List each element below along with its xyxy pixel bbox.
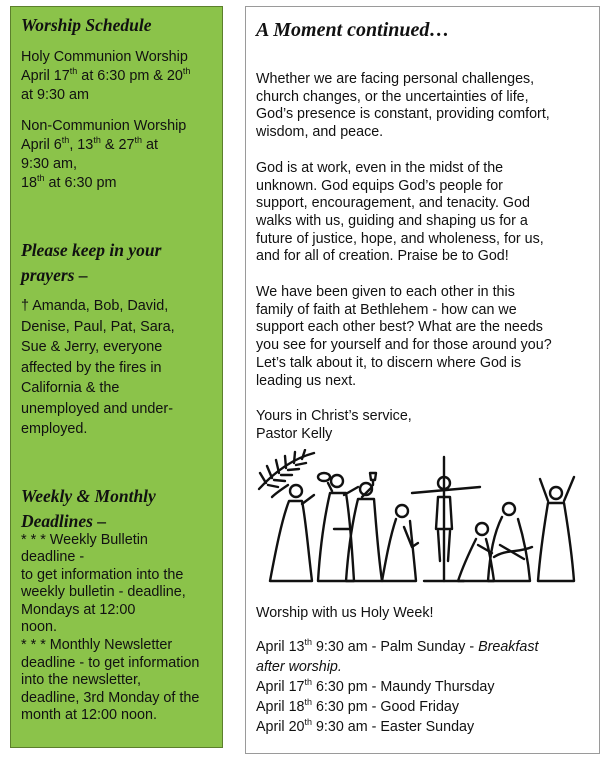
event-palm-sunday: April 13th 9:30 am - Palm Sunday - Breakfast: [256, 636, 539, 655]
deadline-line: Mondays at 12:00: [21, 601, 136, 618]
deadlines-list: [21, 532, 214, 726]
prayer-line: † Amanda, Bob, David,: [21, 298, 169, 314]
communion-time: at 9:30 am: [21, 87, 89, 103]
text-line: and for all of creation. Praise be to God!: [256, 248, 509, 265]
closing-line: Yours in Christ’s service,: [256, 408, 412, 425]
event-palm-sunday-note: after worship.: [256, 658, 342, 675]
prayer-line: employed.: [21, 421, 88, 437]
figure-pieta-icon: [488, 503, 532, 581]
text-line: leading us next.: [256, 372, 357, 389]
text-line: walks with us, guiding and shaping us for a: [256, 212, 528, 229]
holy-week-intro: Worship with us Holy Week!: [256, 605, 434, 621]
prayer-list: [21, 296, 214, 440]
prayer-line: California & the: [21, 380, 120, 396]
text-line: wisdom, and peace.: [256, 124, 384, 141]
text-line: future of justice, hope, and wholeness, for us,: [256, 230, 544, 247]
holy-week-schedule: [256, 605, 596, 737]
text-line: Whether we are facing personal challenges,: [256, 71, 535, 87]
event-easter-sunday: April 20th 9:30 am - Easter Sunday: [256, 716, 475, 735]
text-line: support each other best? What are the needs: [256, 319, 543, 336]
palm-branch-icon: [259, 450, 314, 489]
article-heading: A Moment continued…: [256, 19, 450, 41]
figure-palm-icon: [270, 485, 314, 581]
text-line: Let’s talk about it, to discern where God is: [256, 354, 522, 371]
figure-risen-icon: [538, 477, 574, 581]
signature: Pastor Kelly: [256, 425, 333, 442]
paragraph-3: [256, 284, 591, 390]
prayer-line: affected by the fires in: [21, 359, 162, 376]
deadline-line: month at 12:00 noon.: [21, 707, 158, 724]
text-line: support, encouragement, and tenacity. God: [256, 195, 530, 212]
deadline-line: weekly bulletin - deadline,: [21, 584, 186, 601]
deadline-line: to get information into the: [21, 566, 184, 583]
text-line: We have been given to each other in this: [256, 284, 515, 301]
event-maundy-thursday: April 17th 6:30 pm - Maundy Thursday: [256, 676, 495, 695]
right-article: [245, 6, 600, 754]
text-line: family of faith at Bethlehem - how can we: [256, 301, 517, 318]
prayers-heading: Please keep in your: [21, 240, 162, 260]
deadline-line: deadline -: [21, 549, 85, 566]
text-line: God’s presence is constant, providing comfort,: [256, 106, 550, 123]
paragraph-2: [256, 160, 591, 266]
deadline-line: noon.: [21, 619, 58, 636]
deadlines-heading-2: Deadlines –: [21, 510, 107, 531]
prayers-heading-2: prayers –: [21, 265, 88, 285]
prayer-line: Sue & Jerry, everyone: [21, 339, 163, 355]
text-line: church changes, or the uncertainties of life,: [256, 88, 529, 105]
non-communion-title: Non-Communion Worship: [21, 118, 187, 134]
figure-cup-icon: [346, 473, 382, 581]
communion-dates: April 17th at 6:30 pm & 20th: [21, 66, 191, 84]
event-good-friday: April 18th 6:30 pm - Good Friday: [256, 696, 460, 715]
deadline-line: deadline, 3rd Monday of the: [21, 689, 200, 706]
non-communion-time: 9:30 am,: [21, 156, 77, 172]
deadline-line: deadline - to get information: [21, 654, 200, 671]
figure-praying-icon: [382, 505, 418, 581]
non-communion-extra: 18th at 6:30 pm: [21, 173, 117, 191]
cross-icon: [412, 457, 480, 581]
non-communion-dates: April 6th, 13th & 27th at: [21, 135, 158, 153]
deadline-line: * * * Monthly Newsletter: [21, 637, 173, 654]
paragraph-1: [256, 71, 591, 142]
text-line: you see for yourself and for those around you?: [256, 337, 552, 354]
text-line: unknown. God equips God’s people for: [256, 177, 503, 194]
prayer-line: unemployed and under-: [21, 400, 174, 417]
prayer-line: Denise, Paul, Pat, Sara,: [21, 318, 175, 335]
deadline-line: into the newsletter,: [21, 672, 141, 689]
deadline-line: * * * Weekly Bulletin: [21, 531, 148, 548]
communion-title: Holy Communion Worship: [21, 49, 188, 65]
holy-week-illustration: [254, 449, 592, 589]
deadlines-heading: Weekly & Monthly: [21, 485, 156, 506]
left-sidebar: [10, 6, 223, 748]
text-line: God is at work, even in the midst of the: [256, 159, 504, 176]
worship-schedule-heading: Worship Schedule: [21, 15, 152, 35]
